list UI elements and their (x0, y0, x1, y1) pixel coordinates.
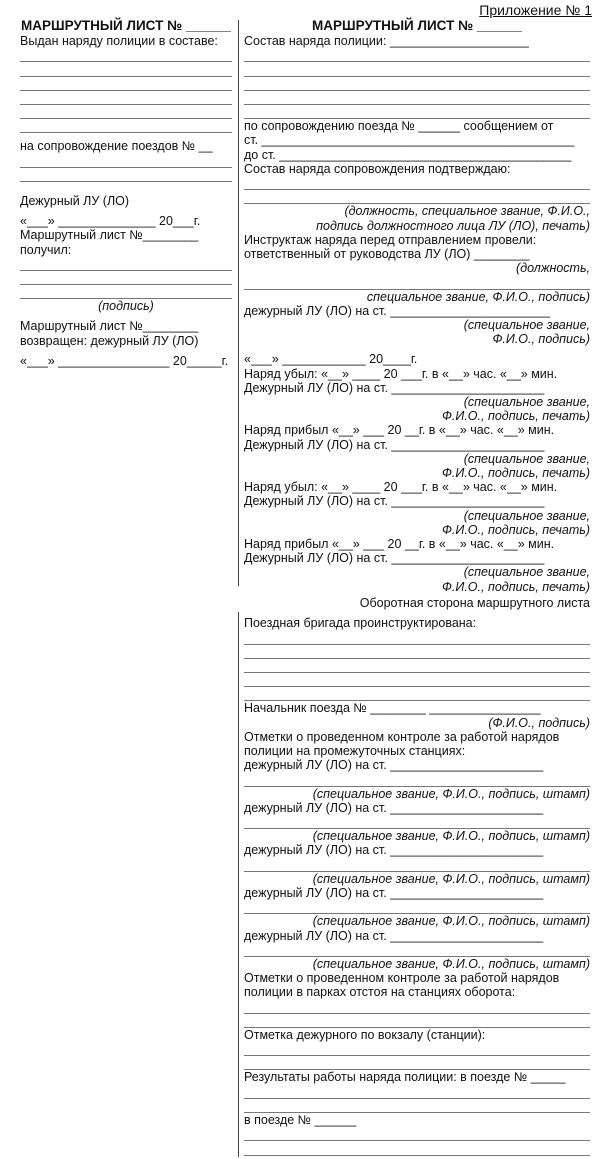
duty-station-3[interactable]: Дежурный ЛУ (ЛО) на ст. ______________________ (244, 494, 545, 509)
returned-label-2: возвращен: дежурный ЛУ (ЛО) (20, 333, 199, 348)
duty-station[interactable]: дежурный ЛУ (ЛО) на ст. ______________________ (244, 843, 544, 858)
stamp-hint: (специальное звание, Ф.И.О., подпись, штамп) (312, 829, 590, 844)
stamp-hint: (специальное звание, (463, 508, 590, 523)
left-column (20, 18, 232, 368)
blank-line[interactable] (20, 91, 232, 105)
blank-line[interactable] (20, 48, 232, 62)
position-hint-3: (должность, (516, 261, 590, 276)
blank-line[interactable] (244, 673, 590, 687)
blank-line[interactable] (244, 62, 590, 76)
blank-line[interactable] (20, 154, 232, 168)
duty-label: Дежурный ЛУ (ЛО) (20, 193, 130, 208)
right-title: МАРШРУТНЫЙ ЛИСТ № ______ (312, 18, 522, 33)
returned-label-1: Маршрутный лист №________ (20, 319, 199, 334)
rank-hint-2: (специальное звание, (463, 317, 590, 332)
confirm-label: Состав наряда сопровождения подтверждаю: (244, 161, 511, 176)
duty-station-1[interactable]: Дежурный ЛУ (ЛО) на ст. ______________________ (244, 380, 545, 395)
brigade-label: Поездная бригада проинструктирована: (244, 616, 477, 631)
blank-line[interactable] (244, 1141, 590, 1155)
received-label-1: Маршрутный лист №________ (20, 228, 199, 243)
duty-station-4[interactable]: Дежурный ЛУ (ЛО) на ст. ______________________ (244, 551, 545, 566)
column-divider (238, 20, 239, 586)
blank-line[interactable] (20, 257, 232, 271)
blank-line[interactable] (244, 190, 590, 204)
blank-line[interactable] (20, 271, 232, 285)
train-label: по сопровождению поезда № ______ сообщением от (244, 119, 554, 134)
stamp-hint-2: Ф.И.О., подпись, печать) (441, 465, 590, 480)
blank-line[interactable] (244, 1000, 590, 1014)
blank-line[interactable] (20, 105, 232, 119)
blank-line[interactable] (244, 1099, 590, 1113)
duty-station[interactable]: дежурный ЛУ (ЛО) на ст. ______________________ (244, 800, 544, 815)
blank-line[interactable] (20, 77, 232, 91)
signature-hint: (подпись) (98, 299, 154, 314)
blank-line[interactable] (244, 176, 590, 190)
right-column (244, 18, 590, 594)
blank-line[interactable] (244, 858, 590, 872)
blank-line[interactable] (244, 772, 590, 786)
station-to[interactable]: до ст. __________________________________________ (244, 147, 572, 162)
blank-line[interactable] (244, 900, 590, 914)
blank-line[interactable] (244, 1014, 590, 1028)
position-hint: (должность, специальное звание, Ф.И.О., (344, 204, 590, 219)
stamp-hint: (специальное звание, (463, 565, 590, 580)
marks-label-1: Отметки о проведенном контроле за работой нарядов (244, 729, 560, 744)
stamp-hint: (специальное звание, (463, 451, 590, 466)
marks-label-2: полиции на промежуточных станциях: (244, 743, 466, 758)
blank-line[interactable] (244, 48, 590, 62)
blank-line[interactable] (244, 1056, 590, 1070)
blank-line[interactable] (244, 943, 590, 957)
blank-line[interactable] (244, 687, 590, 701)
rank-hint: специальное звание, Ф.И.О., подпись) (366, 289, 590, 304)
responsible-label: ответственный от руководства ЛУ (ЛО) ________ (244, 246, 530, 261)
position-hint-2: подпись должностного лица ЛУ (ЛО), печать) (316, 218, 590, 233)
blank-line[interactable] (20, 119, 232, 133)
blank-line[interactable] (244, 275, 590, 289)
blank-line[interactable] (244, 645, 590, 659)
train-chief[interactable]: Начальник поезда № ________ ________________ (244, 701, 541, 716)
station-mark-label: Отметка дежурного по вокзалу (станции): (244, 1027, 486, 1042)
back-heading: Оборотная сторона маршрутного листа (359, 596, 590, 610)
received-label-2: получил: (20, 242, 72, 257)
date-field[interactable]: «___» ______________ 20___г. (20, 214, 201, 229)
stamp-hint-2: Ф.И.О., подпись, печать) (441, 579, 590, 594)
blank-line[interactable] (20, 62, 232, 76)
blank-line[interactable] (20, 168, 232, 182)
duty-station-2[interactable]: Дежурный ЛУ (ЛО) на ст. ______________________ (244, 437, 545, 452)
stamp-hint: (специальное звание, Ф.И.О., подпись, штамп) (312, 956, 590, 971)
blank-line[interactable] (244, 105, 590, 119)
column-divider-back (238, 612, 239, 1157)
blank-line[interactable] (244, 1127, 590, 1141)
blank-line[interactable] (244, 91, 590, 105)
blank-line[interactable] (244, 1042, 590, 1056)
parks-label-2: полиции в парках отстоя на станциях оборота: (244, 985, 516, 1000)
blank-line[interactable] (20, 285, 232, 299)
train2-label[interactable]: в поезде № ______ (244, 1113, 357, 1128)
parks-label-1: Отметки о проведенном контроле за работой нарядов (244, 971, 560, 986)
rank-hint-3: Ф.И.О., подпись) (492, 332, 590, 347)
duty-station[interactable]: дежурный ЛУ (ЛО) на ст. ______________________ (244, 885, 544, 900)
stamp-hint: (специальное звание, Ф.И.О., подпись, штамп) (312, 786, 590, 801)
chief-hint: (Ф.И.О., подпись) (488, 715, 590, 730)
stamp-hint: (специальное звание, Ф.И.О., подпись, штамп) (312, 871, 590, 886)
duty-station[interactable]: дежурный ЛУ (ЛО) на ст. _______________________ (244, 303, 551, 318)
departure-2[interactable]: Наряд убыл: «__» ____ 20 ___г. в «__» час. «__» мин. (244, 480, 558, 495)
blank-line[interactable] (244, 630, 590, 644)
station-from[interactable]: ст. _____________________________________________ (244, 133, 575, 148)
left-title: МАРШРУТНЫЙ ЛИСТ № ______ (21, 18, 231, 33)
issued-label: Выдан наряду полиции в составе: (20, 34, 218, 48)
stamp-hint-2: Ф.И.О., подпись, печать) (441, 522, 590, 537)
date-field[interactable]: «___» ____________ 20____г. (244, 352, 418, 367)
back-side (244, 596, 590, 1156)
arrival-2[interactable]: Наряд прибыл «__» ___ 20 __г. в «__» час. «__» мин. (244, 536, 555, 551)
results-label[interactable]: Результаты работы наряда полиции: в поезде № _____ (244, 1070, 566, 1085)
escort-label: на сопровождение поездов № __ (20, 139, 213, 154)
composition-label: Состав наряда полиции: ____________________ (244, 34, 529, 48)
blank-line[interactable] (244, 77, 590, 91)
arrival-1[interactable]: Наряд прибыл «__» ___ 20 __г. в «__» час. «__» мин. (244, 423, 555, 438)
blank-line[interactable] (244, 659, 590, 673)
departure-1[interactable]: Наряд убыл: «__» ____ 20 ___г. в «__» час. «__» мин. (244, 366, 558, 381)
stamp-hint-2: Ф.И.О., подпись, печать) (441, 409, 590, 424)
stamp-hint: (специальное звание, Ф.И.О., подпись, штамп) (312, 914, 590, 929)
duty-station[interactable]: дежурный ЛУ (ЛО) на ст. ______________________ (244, 928, 544, 943)
blank-line[interactable] (244, 815, 590, 829)
appendix-label: Приложение № 1 (479, 2, 592, 18)
stamp-hint: (специальное звание, (463, 394, 590, 409)
date-field[interactable]: «___» ________________ 20_____г. (20, 353, 229, 368)
duty-station[interactable]: дежурный ЛУ (ЛО) на ст. ______________________ (244, 758, 544, 773)
blank-line[interactable] (244, 1085, 590, 1099)
instruction-label: Инструктаж наряда перед отправлением провели: (244, 232, 537, 247)
